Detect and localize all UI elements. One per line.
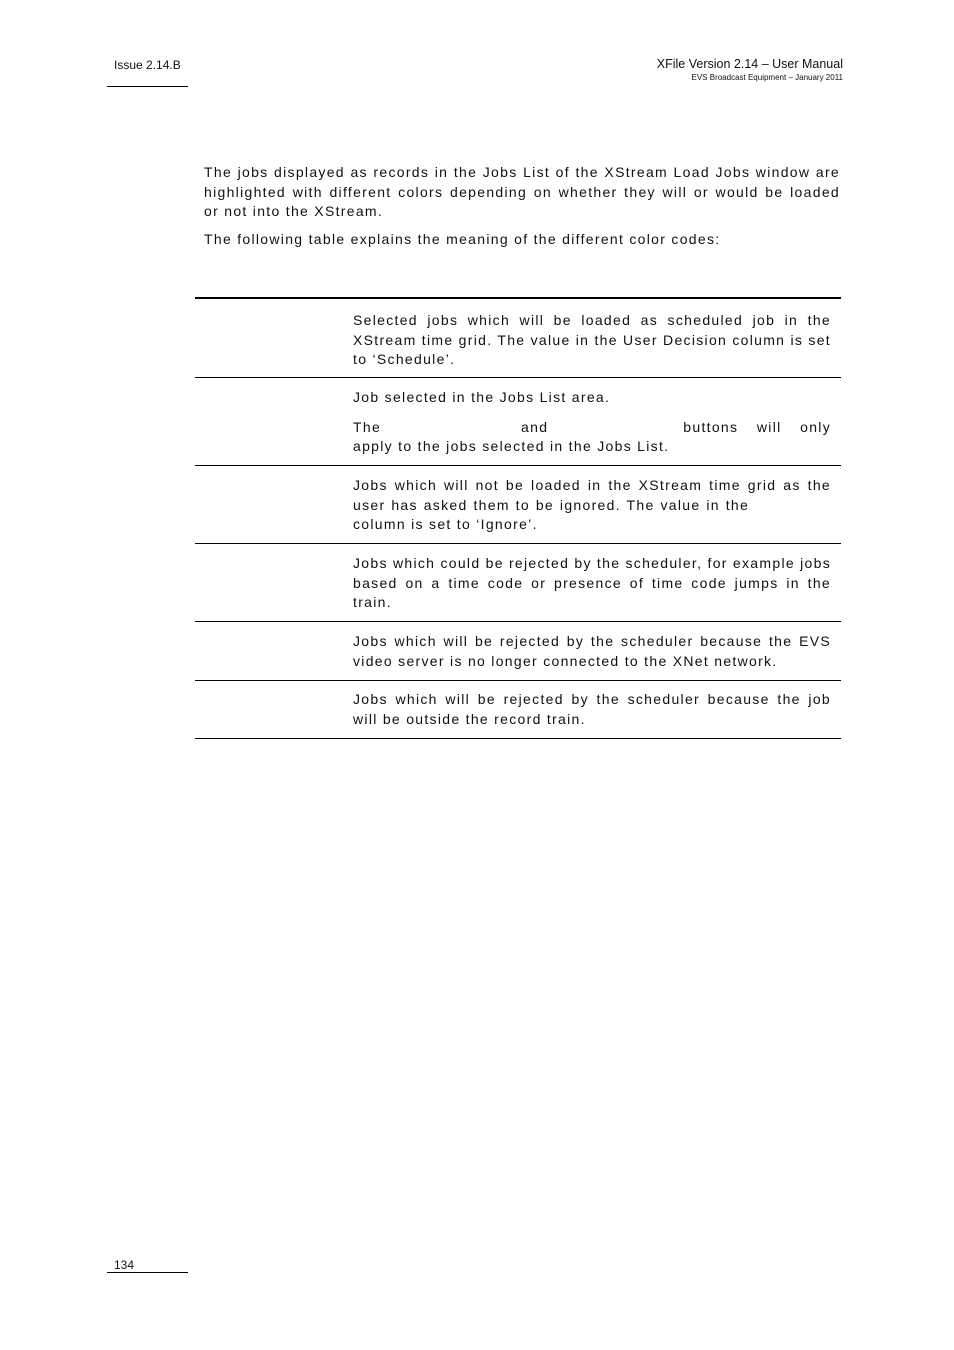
table-cell-description — [353, 544, 831, 613]
page-number: 134 — [114, 1258, 135, 1272]
document-header — [657, 57, 843, 82]
header-rule — [107, 86, 188, 87]
color-codes-table — [195, 297, 841, 739]
table-cell-description — [353, 299, 831, 370]
row-text: Jobs which could be rejected by the scheduler, for example jobs based on a time code or presence of time code jumps in the train. — [353, 555, 832, 610]
row-text: Jobs which will be rejected by the scheduler because the job will be outside the record train. — [353, 691, 831, 727]
footer-rule — [107, 1272, 188, 1273]
row-text-tail: buttons will only apply to the jobs selected in the Jobs List. — [353, 418, 831, 454]
table-row — [195, 622, 841, 681]
row-text: Selected jobs which will be loaded as scheduled job in the XStream time grid. The value in the User Decision column is set to ‘Schedule’. — [353, 312, 831, 367]
table-row — [195, 681, 841, 739]
table-row — [195, 466, 841, 544]
table-row — [195, 378, 841, 466]
row-text: Jobs which will be rejected by the scheduler because the EVS video server is no longer connected to the XNet network. — [353, 633, 831, 669]
document-subtitle: EVS Broadcast Equipment – January 2011 — [691, 73, 843, 82]
table-cell-description — [353, 622, 831, 671]
intro-paragraph: The jobs displayed as records in the Jobs List of the XStream Load Jobs window are highlighted with different colors depending on whether they will or would be loaded or not into the XStream. — [204, 164, 840, 219]
row-text-part1: Jobs which will not be loaded in the XStream time grid as the user has asked them to be ignored. The value in the — [353, 477, 831, 513]
row-text-buttons — [353, 418, 831, 457]
row-text-the: The — [353, 418, 382, 435]
table-row — [195, 299, 841, 378]
issue-label: Issue 2.14.B — [114, 58, 181, 72]
row-text: Job selected in the Jobs List area. — [353, 389, 611, 405]
table-cell-description — [353, 681, 831, 729]
table-row — [195, 544, 841, 622]
table-cell-description — [353, 466, 831, 535]
table-intro-paragraph: The following table explains the meaning of the different color codes: — [204, 231, 721, 247]
table-cell-description — [353, 378, 831, 457]
row-text-and: and — [521, 418, 549, 435]
document-title: XFile Version 2.14 – User Manual — [656, 57, 843, 71]
row-text-part2: column is set to ‘Ignore’. — [353, 516, 538, 532]
row-text — [353, 476, 831, 535]
